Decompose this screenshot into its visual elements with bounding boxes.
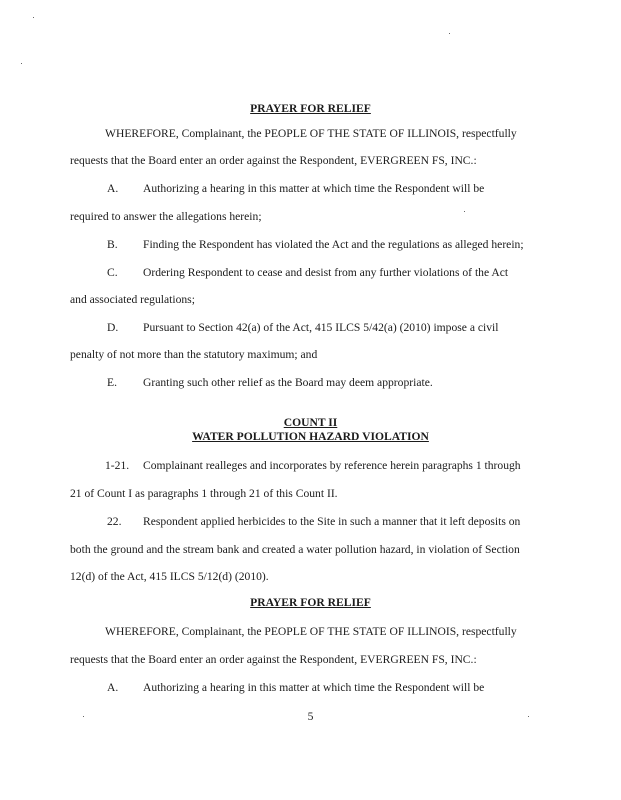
item-text: Authorizing a hearing in this matter at which time the Respondent will be (143, 681, 485, 694)
item-label: A. (107, 182, 119, 195)
item-label: C. (107, 266, 118, 279)
prayer-heading: PRAYER FOR RELIEF (250, 102, 371, 115)
item-label: A. (107, 681, 119, 694)
wherefore-line: WHEREFORE, Complainant, the PEOPLE OF THE STATE OF ILLINOIS, respectfully (105, 127, 517, 140)
paragraph-label: 1-21. (105, 459, 130, 472)
paragraph-text: Complainant realleges and incorporates by reference herein paragraphs 1 through (143, 459, 521, 472)
count-title: COUNT II (283, 416, 338, 429)
paragraph-text: both the ground and the stream bank and created a water pollution hazard, in violation of Section (70, 543, 520, 556)
count-subtitle: WATER POLLUTION HAZARD VIOLATION (192, 430, 429, 443)
item-label: D. (107, 321, 119, 334)
paragraph-text: 21 of Count I as paragraphs 1 through 21 of this Count II. (70, 487, 338, 500)
scan-speck (464, 211, 465, 212)
wherefore-line: requests that the Board enter an order against the Respondent, EVERGREEN FS, INC.: (70, 653, 477, 666)
item-label: E. (107, 376, 117, 389)
item-text: and associated regulations; (70, 293, 195, 306)
paragraph-text: 12(d) of the Act, 415 ILCS 5/12(d) (2010). (70, 570, 269, 583)
wherefore-line: WHEREFORE, Complainant, the PEOPLE OF THE STATE OF ILLINOIS, respectfully (105, 625, 517, 638)
item-label: B. (107, 238, 118, 251)
wherefore-line: requests that the Board enter an order against the Respondent, EVERGREEN FS, INC.: (70, 154, 477, 167)
prayer-heading: PRAYER FOR RELIEF (250, 596, 371, 609)
scan-speck (33, 17, 34, 18)
item-text: penalty of not more than the statutory maximum; and (70, 348, 318, 361)
item-text: Ordering Respondent to cease and desist from any further violations of the Act (143, 266, 509, 279)
item-text: Authorizing a hearing in this matter at which time the Respondent will be (143, 182, 485, 195)
paragraph-text: Respondent applied herbicides to the Site in such a manner that it left deposits on (143, 515, 521, 528)
page-number: 5 (307, 710, 314, 723)
scan-speck (449, 33, 450, 34)
item-text: required to answer the allegations herein; (70, 210, 262, 223)
item-text: Finding the Respondent has violated the Act and the regulations as alleged herein; (143, 238, 524, 251)
item-text: Pursuant to Section 42(a) of the Act, 415 ILCS 5/42(a) (2010) impose a civil (143, 321, 499, 334)
scan-speck (21, 63, 22, 64)
item-text: Granting such other relief as the Board may deem appropriate. (143, 376, 433, 389)
paragraph-label: 22. (107, 515, 122, 528)
